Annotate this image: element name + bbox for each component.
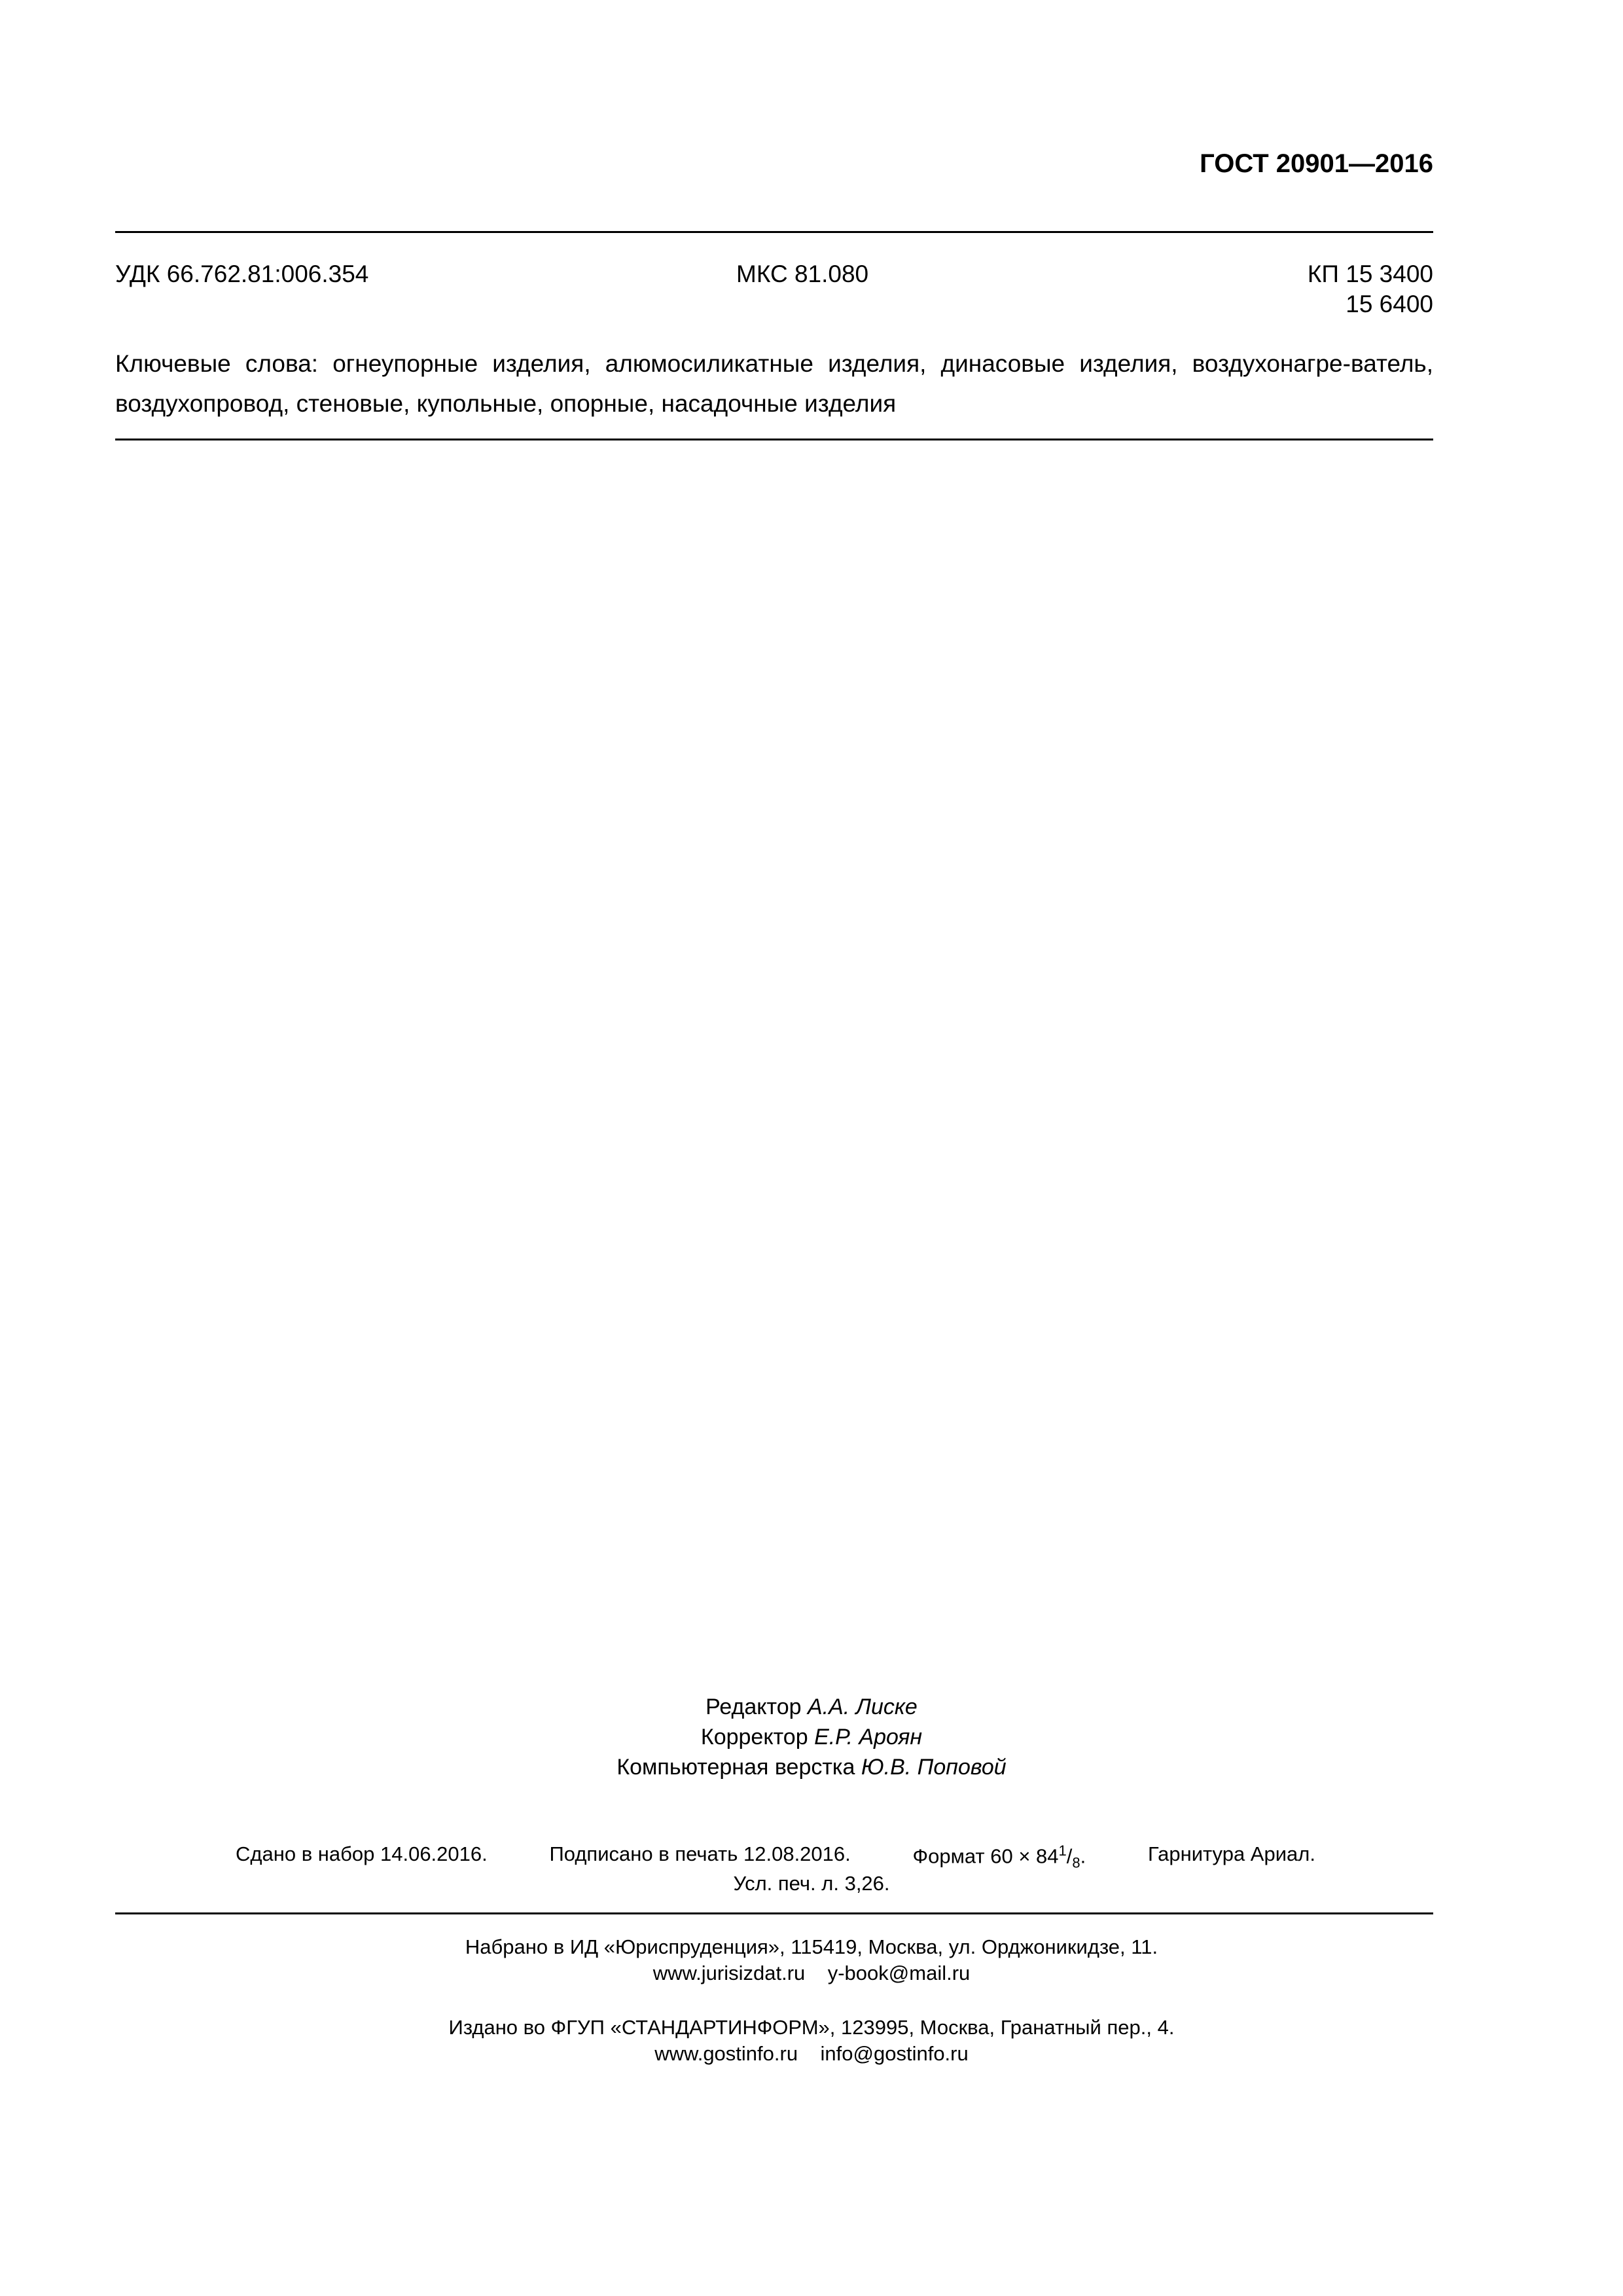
editor-name: А.А. Лиске xyxy=(807,1695,918,1719)
printed-sheets: Усл. печ. л. 3,26. xyxy=(733,1872,890,1895)
typeset-block xyxy=(0,1934,1623,1986)
signed-date: Подписано в печать 12.08.2016. xyxy=(549,1842,851,1865)
keywords-text: огнеупорные изделия, алюмосиликатные изделия, динасовые изделия, воздухонагре-ватель, воздухопровод, стеновые, купольные, опорные, насадочные изделия xyxy=(115,350,1433,417)
submitted-date: Сдано в набор 14.06.2016. xyxy=(236,1842,488,1865)
paper-format xyxy=(913,1842,1086,1872)
typeset-contacts xyxy=(0,1960,1623,1986)
document-number: ГОСТ 20901—2016 xyxy=(1200,149,1433,178)
corrector-line xyxy=(0,1722,1623,1752)
corrector-label: Корректор xyxy=(700,1725,808,1749)
layout-line xyxy=(0,1752,1623,1782)
format-prefix: Формат 60 × 84 xyxy=(912,1844,1059,1868)
format-suffix: . xyxy=(1080,1844,1086,1868)
kp-code-1: КП 15 3400 xyxy=(1307,260,1433,287)
keywords-divider xyxy=(115,439,1433,440)
footer-divider xyxy=(115,1912,1433,1914)
credits-block xyxy=(0,1692,1623,1782)
publisher-contacts xyxy=(0,2041,1623,2067)
format-denominator: 8 xyxy=(1072,1854,1080,1871)
keywords-paragraph xyxy=(115,344,1433,423)
editor-label: Редактор xyxy=(705,1695,802,1719)
udk-code: УДК 66.762.81:006.354 xyxy=(115,260,369,287)
print-info-row xyxy=(236,1842,1315,1872)
publisher-website: www.gostinfo.ru xyxy=(654,2042,798,2065)
layout-name: Ю.В. Поповой xyxy=(861,1755,1007,1780)
typeset-address: Набрано в ИД «Юриспруденция», 115419, Москва, ул. Орджоникидзе, 11. xyxy=(465,1935,1158,1958)
kp-code-2: 15 6400 xyxy=(1346,291,1433,317)
kp-codes xyxy=(1308,259,1433,319)
publisher-block xyxy=(0,2015,1623,2067)
mks-code: МКС 81.080 xyxy=(736,260,869,287)
typeface: Гарнитура Ариал. xyxy=(1148,1842,1315,1865)
format-slash: / xyxy=(1066,1844,1073,1868)
editor-line xyxy=(0,1692,1623,1722)
publisher-address: Издано во ФГУП «СТАНДАРТИНФОРМ», 123995, Москва, Гранатный пер., 4. xyxy=(448,2016,1175,2039)
publisher-email: info@gostinfo.ru xyxy=(820,2042,969,2065)
typeset-website: www.jurisizdat.ru xyxy=(652,1962,806,1984)
top-divider xyxy=(115,231,1433,233)
typeset-email: y-book@mail.ru xyxy=(827,1962,971,1984)
keywords-label: Ключевые слова: xyxy=(115,350,319,377)
format-numerator: 1 xyxy=(1058,1842,1067,1859)
corrector-name: Е.Р. Ароян xyxy=(814,1725,923,1749)
layout-label: Компьютерная верстка xyxy=(616,1755,855,1780)
